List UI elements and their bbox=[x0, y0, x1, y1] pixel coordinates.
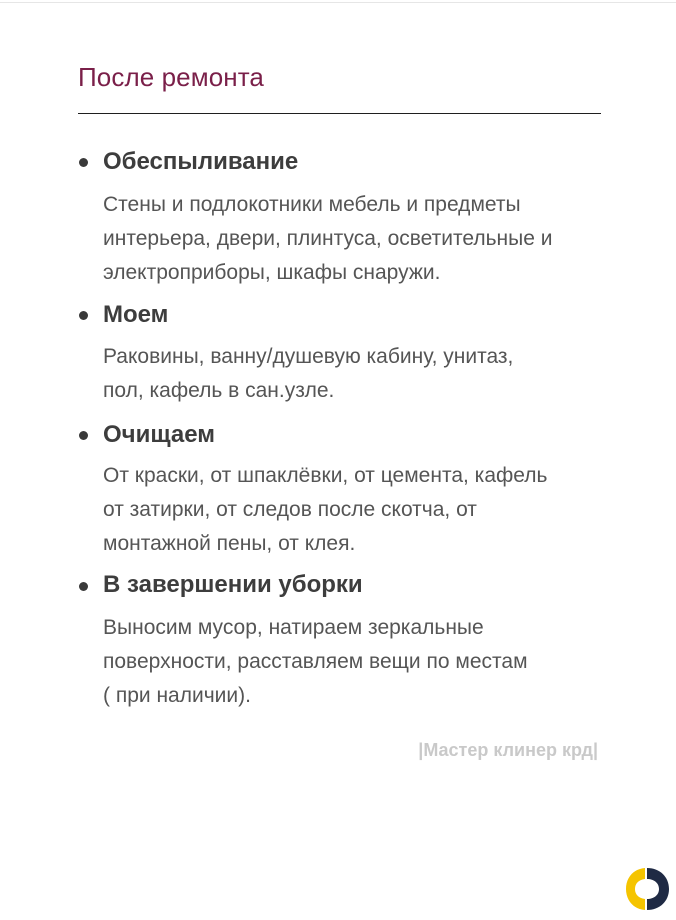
bullet-dot-icon bbox=[79, 582, 88, 591]
description-line: монтажной пены, от клея. bbox=[103, 532, 356, 555]
bullet-dot-icon bbox=[79, 431, 88, 440]
description-line: электроприборы, шкафы снаружи. bbox=[103, 261, 441, 284]
description-line: От краски, от шпаклёвки, от цемента, кафель bbox=[103, 464, 548, 487]
section-heading: Моем bbox=[103, 301, 169, 328]
description-line: интерьера, двери, плинтуса, осветительные и bbox=[103, 227, 553, 250]
section-heading: Очищаем bbox=[103, 421, 216, 448]
description-line: Стены и подлокотники мебель и предметы bbox=[103, 193, 521, 216]
bullet-dot-icon bbox=[79, 158, 88, 167]
app-logo-icon[interactable] bbox=[623, 865, 671, 913]
description-line: от затирки, от следов после скотча, от bbox=[103, 498, 477, 521]
section-description bbox=[103, 340, 623, 408]
description-line: Раковины, ванну/душевую кабину, унитаз, bbox=[103, 345, 514, 368]
top-border bbox=[0, 2, 676, 3]
watermark-text: |Мастер клинер крд| bbox=[418, 740, 598, 760]
section-description bbox=[103, 188, 623, 290]
description-line: ( при наличии). bbox=[103, 684, 251, 707]
section-description bbox=[103, 459, 623, 561]
description-line: пол, кафель в сан.узле. bbox=[103, 379, 335, 402]
title-divider bbox=[78, 113, 601, 114]
description-line: Выносим мусор, натираем зеркальные bbox=[103, 616, 484, 639]
page-title: После ремонта bbox=[78, 62, 264, 92]
section-description bbox=[103, 611, 623, 713]
description-line: поверхности, расставляем вещи по местам bbox=[103, 650, 528, 673]
section-heading: Обеспыливание bbox=[103, 148, 299, 175]
section-heading: В завершении уборки bbox=[103, 571, 363, 598]
bullet-dot-icon bbox=[79, 311, 88, 320]
